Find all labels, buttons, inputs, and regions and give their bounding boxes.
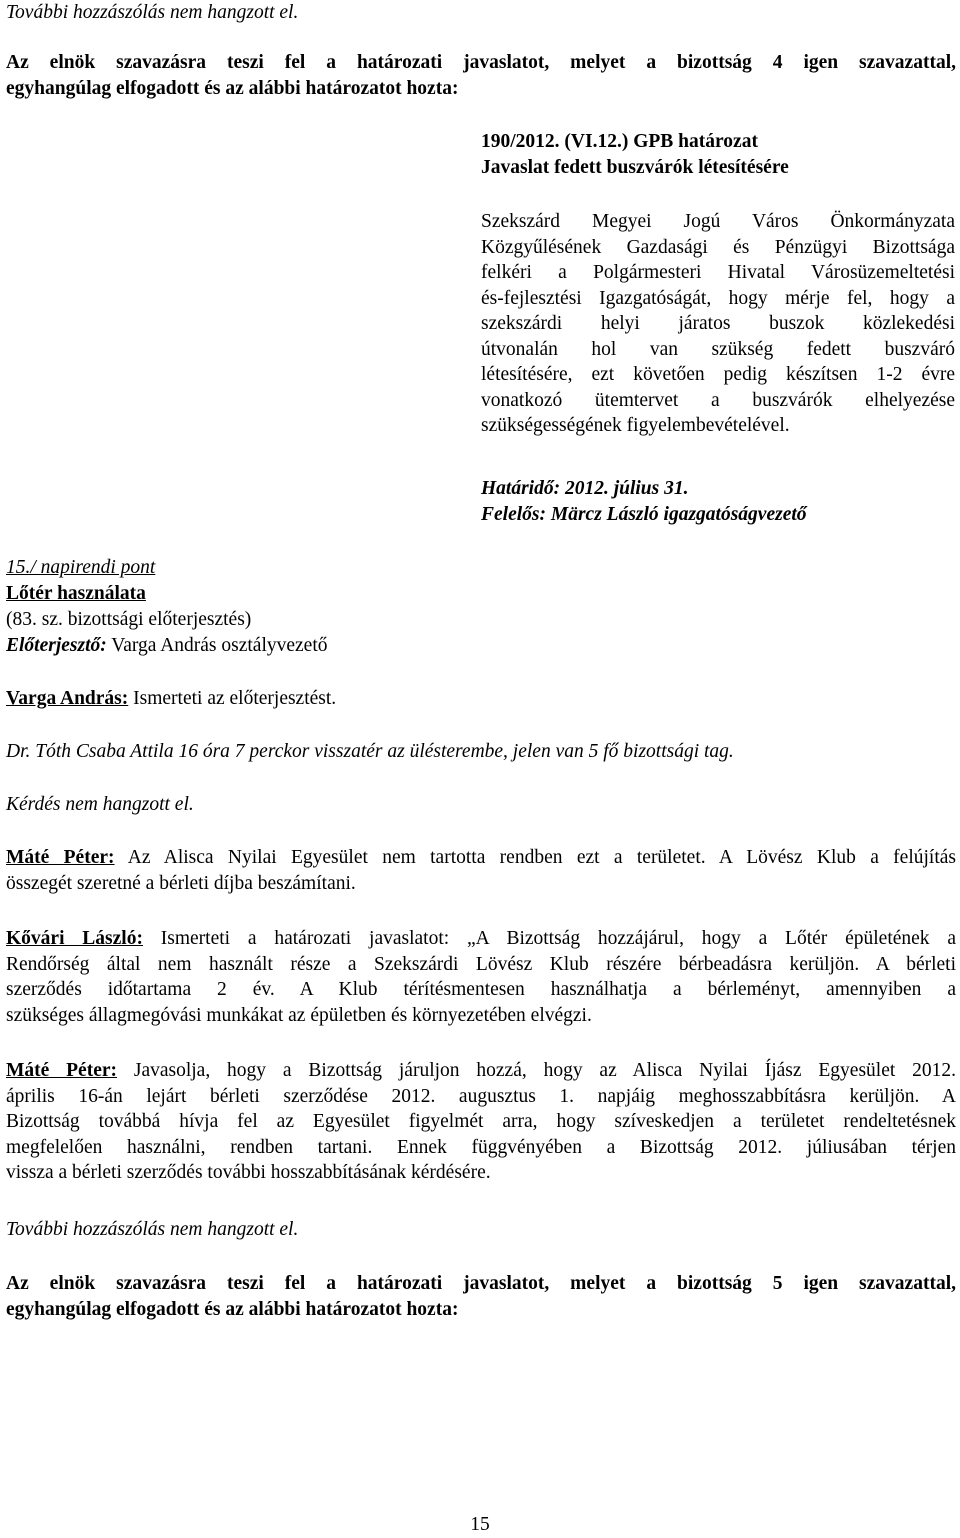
agenda-subject: Lőtér használata [6, 583, 146, 604]
kovari-statement: Kővári László: Ismerteti a határozati javaslatot: „A Bizottság hozzájárul, hogy a Lőtér épületének a Rendőrség által nem használt része a Szekszárdi Lövész Klub részére bérbeadásra kerüljön. A bérleti szerződés időtartama 2 év. A Klub térítésmentesen használhatja a bérleményt, amennyiben a szükséges állagmegóvási munkákat az épületben és környezetében elvégzi. [6, 928, 957, 1026]
mate-statement-1: Máté Péter: Az Alisca Nyilai Egyesület nem tartotta rendben ezt a területet. A Lövész Klub a felújítás összegét szeretné a bérleti díjba beszámítani. [6, 847, 956, 894]
resolution-deadline: Határidő: 2012. július 31. [481, 478, 689, 499]
speaker-name: Varga András: [6, 688, 129, 709]
agenda-point: 15./ napirendi pont [6, 557, 156, 578]
presenter-label: Előterjesztő: [6, 635, 107, 656]
vote-statement-2: Az elnök szavazásra teszi fel a határozati javaslatot, melyet a bizottság 5 igen szavazattal, egyhangúlag elfogadott és az alábbi határozatot hozta: [6, 1273, 956, 1320]
mate-statement-2: Máté Péter: Javasolja, hogy a Bizottság járuljon hozzá, hogy az Alisca Nyilai Íjász Egyesület 2012. április 16-án lejárt bérleti szerződése 2012. augusztus 1. napjáig meghosszabbításra kerüljön. A Bizottság továbbá hívja fel az Egyesület figyelmét arra, hogy szíveskedjen a területet rendeltetésnek megfelelően használni, rendben tartani. Ennek függvényében a Bizottság 2012. júliusában térjen vissza a bérleti szerződés további hosszabbításának kérdésére. [6, 1060, 956, 1183]
resolution-number: 190/2012. (VI.12.) GPB határozat [481, 131, 758, 152]
speaker-name: Máté Péter: [6, 847, 115, 868]
no-more-comments-text: További hozzászólás nem hangzott el. [6, 2, 299, 23]
presenter-name: Varga András osztályvezető [106, 635, 328, 656]
no-more-comments-text-2: További hozzászólás nem hangzott el. [6, 1219, 299, 1240]
resolution-body: Szekszárd Megyei Jogú Város Önkormányzata Közgyűlésének Gazdasági és Pénzügyi Bizottsága felkéri a Polgármesteri Hivatal Városüzemeltetési és-fejlesztési Igazgatóságát, hogy mérje fel, hogy a szekszárdi helyi járatos buszok közlekedési útvonalán hol van szükség fedett buszváró létesítésére, ezt követően pedig készítsen 1-2 évre vonatkozó ütemtervet a buszvárók elhelyezése szükségességének figyelembevételével. [481, 211, 955, 436]
resolution-responsible: Felelős: Märcz László igazgatóságvezető [481, 504, 807, 525]
toth-note: Dr. Tóth Csaba Attila 16 óra 7 perckor visszatér az ülésterembe, jelen van 5 fő bizottsági tag. [6, 741, 734, 762]
no-questions-text: Kérdés nem hangzott el. [6, 794, 194, 815]
varga-statement: Varga András: Ismerteti az előterjesztést. [6, 688, 337, 709]
agenda-reference: (83. sz. bizottsági előterjesztés) [6, 609, 252, 630]
agenda-presenter [6, 633, 328, 659]
speaker-name: Máté Péter: [6, 1060, 118, 1081]
page-number: 15 [470, 1514, 490, 1535]
speaker-name: Kővári László: [6, 928, 143, 949]
vote-statement: Az elnök szavazásra teszi fel a határozati javaslatot, melyet a bizottság 4 igen szavazattal, egyhangúlag elfogadott és az alábbi határozatot hozta: [6, 52, 956, 99]
resolution-title: Javaslat fedett buszvárók létesítésére [481, 157, 789, 178]
